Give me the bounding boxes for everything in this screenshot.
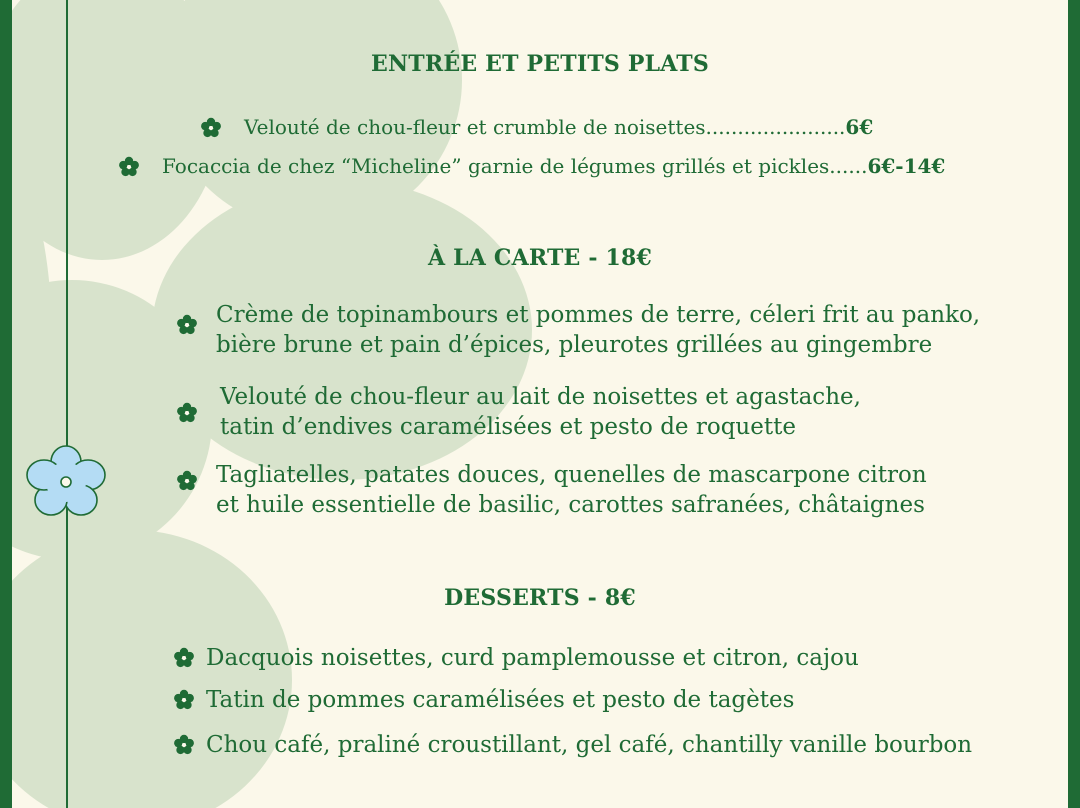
flower-bullet-icon [173, 647, 195, 669]
item-price: 6€ [845, 115, 874, 139]
section-title-carte: À LA CARTE - 18€ [427, 245, 653, 271]
flower-bullet-icon [118, 156, 140, 178]
flower-bullet-icon [173, 734, 195, 756]
item-line-2: tatin d’endives caramélisées et pesto de roquette [220, 414, 796, 440]
item-price: 6€-14€ [867, 154, 946, 178]
flower-bullet-icon [176, 402, 198, 424]
section-title-entree: ENTRÉE ET PETITS PLATS [371, 51, 709, 77]
flower-bullet-icon [176, 470, 198, 492]
flower-bullet-icon [200, 117, 222, 139]
flower-bullet-icon [173, 689, 195, 711]
item-line-1: Velouté de chou-fleur au lait de noisettes et agastache, [220, 384, 861, 410]
item-line-1: Crème de topinambours et pommes de terre, céleri frit au panko, [216, 302, 981, 328]
blue-flower-icon [21, 440, 111, 520]
item-text: Chou café, praliné croustillant, gel café, chantilly vanille bourbon [206, 732, 973, 758]
item-text: Tatin de pommes caramélisées et pesto de tagètes [206, 687, 795, 713]
section-title-desserts: DESSERTS - 8€ [444, 585, 636, 611]
item-line-2: et huile essentielle de basilic, carottes safranées, châtaignes [216, 492, 925, 518]
item-text: Velouté de chou-fleur et crumble de noisettes...................... [244, 115, 846, 139]
item-text: Focaccia de chez “Micheline” garnie de légumes grillés et pickles...... [162, 154, 868, 178]
flower-bullet-icon [176, 314, 198, 336]
item-line-1: Tagliatelles, patates douces, quenelles de mascarpone citron [216, 462, 927, 488]
item-text: Dacquois noisettes, curd pamplemousse et citron, cajou [206, 645, 859, 671]
item-line-2: bière brune et pain d’épices, pleurotes grillées au gingembre [216, 332, 933, 358]
menu-page [12, 0, 1068, 808]
vertical-divider [66, 0, 68, 808]
